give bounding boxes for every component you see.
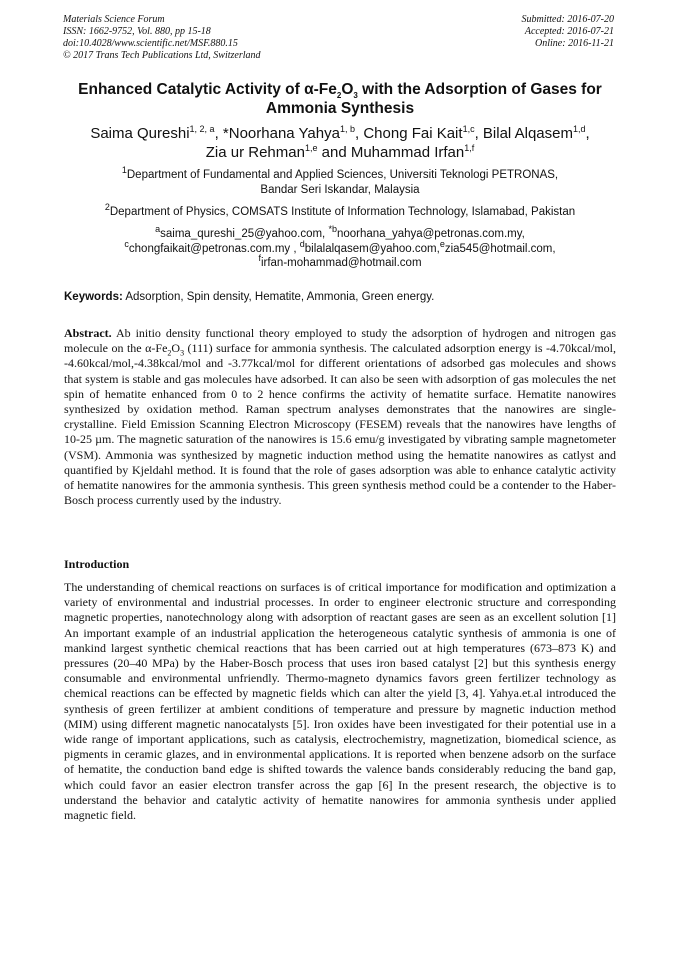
author-name: Zia ur Rehman (205, 144, 305, 161)
author-list: Saima Qureshi$^{1, 2, a}$, *Noorhana Yahya$^{1, b}$, Chong Fai Kait$^{1,c}$, Bilal Alqasem$^{1,d}$, Zia ur Rehman$^{1,e}$ and Muhammad Irfan$^{1,f}$ (90, 124, 590, 161)
affiliation-1: $^1$Department of Fundamental and Applied Sciences, Universiti Teknologi PETRONAS, Bandar Seri Iskandar, Malaysia (121, 165, 559, 196)
paper-title: Enhanced Catalytic Activity of $\alpha-Fe_2O_3$ with the Adsorption of Gases for Ammonia Synthesis (78, 81, 602, 117)
email-link[interactable]: zia545@hotmail.com, (444, 242, 556, 255)
email-link[interactable]: saima_qureshi_25@yahoo.com, (160, 228, 329, 240)
email-link[interactable]: noorhana_yahya@petronas.com.my, (336, 228, 525, 240)
submission-dates (522, 14, 615, 50)
introduction-paragraph: The understanding of chemical reactions on surfaces is of critical importance for modification and optimization a variety of environmental and industrial processes. In order to engineer electronic structure and corresponding magnetic properties, nanotechnology along with adsorption of reactant gases are seen as an excellent solution [1] An important example of an industrial application the heterogeneous catalytic synthesis of ammonia is one of mankind largest synthetic chemical reactions that has been carried out at high temperatures (673–873 K) and pressures (20–40 MPa) by the Haber-Bosch process that uses iron based catalyst [2] but this synthesis energy consumable and environmental unfriendly. Thermo-magneto dynamics favors green fertilizer technology as chemical reactions can be effected by magnetic fields which can alter the yield [3, 4]. Yahya.et.al introduced the synthesis of green fertilizer at ambient conditions of temperature and pressure by magnetic induction method (MIM) using different magnetic nanocatalysts [5]. Iron oxides have been investigated for their potential use in a wide range of important applications, such as catalysis, electrochemistry, magnetization, biomedical science, as pigments in ceramic glazes, and in environmental applications. It is reported when benzene adsorb on the surface of hematite, the conduction band edge is shifted towards the valence bands considerably reducing the band gap, which could favor an easier electron transfer across the gap [6] In the present research, the objective is to understand the behavior and catalytic activity of hematite nanowires for ammonia synthesis under applied magnetic field. (64, 580, 616, 823)
keywords-label: Keywords: (64, 291, 123, 303)
author-name: Chong Fai Kait (363, 125, 463, 142)
copyright-line: © 2017 Trans Tech Publications Ltd, Switzerland (63, 50, 261, 61)
online-date: Online: 2016-11-21 (535, 38, 614, 49)
issn-line: ISSN: 1662-9752, Vol. 880, pp 15-18 (63, 26, 211, 37)
accepted-date: Accepted: 2016-07-21 (524, 26, 614, 37)
doi-line: doi:10.4028/www.scientific.net/MSF.880.15 (63, 38, 238, 49)
submitted-date: Submitted: 2016-07-20 (521, 14, 614, 25)
keywords (64, 290, 616, 305)
abstract: Abstract. Ab initio density functional theory employed to study the adsorption of hydrogen and nitrogen gas molecule on the $\alpha-Fe_2O_3$ (111) surface for ammonia synthesis. The calculated adsorption energy is -4.70kcal/mol, -4.60kcal/mol,-4.38kcal/mol and -3.77kcal/mol for different orientations of adsorbed gas molecules and shows that system is stable and gas molecules have adsorbed. It can also be seen with adsorption of gas molecules the net spin of hematite enhanced from 0 to 2 hence confirms the activity of hematite surface. Hematite nanowires synthesized by oxidation method. Raman spectrum analyses demonstrates that the nanowires are single-crystalline. Field Emission Scanning Electron Microscopy (FESEM) reveals that the nanowires have lengths of 10-25 µm. The magnetic saturation of the nanowires is 15.6 emu/g investigated by vibrating sample magnetometer (VSM). Ammonia was synthesized by magnetic induction method using the hematite nanowires as catlyst and quantified by Kjeldahl method. It is found that the role of gases adsorption was able to enhance catalytic activity of hematite nanowires for the ammonia synthesis. This green synthesis method could be a contender to the Haber-Bosch process currently used by the industry. (64, 326, 616, 508)
section-heading-introduction: Introduction (64, 557, 130, 571)
email-link[interactable]: bilalalqasem@yahoo.com, (304, 242, 440, 255)
author-name: *Noorhana Yahya (222, 125, 340, 142)
keywords-text: Adsorption, Spin density, Hematite, Ammonia, Green energy. (122, 291, 435, 303)
abstract-label: Abstract. (64, 326, 112, 340)
email-link[interactable]: chongfaikait@petronas.com.my , (128, 242, 300, 255)
author-emails: $^a$saima_qureshi_25@yahoo.com, $^{*b}$noorhana_yahya@petronas.com.my, $^c$chongfaikait@petronas.com.my , $^d$bilalalqasem@yahoo.com,$^e$zia545@hotmail.com, $^f$irfan-mohammad@hotmail.com (124, 224, 556, 269)
journal-info (63, 14, 261, 62)
email-link[interactable]: irfan-mohammad@hotmail.com (260, 257, 422, 269)
journal-name: Materials Science Forum (63, 14, 165, 25)
author-name: Muhammad Irfan (350, 144, 465, 161)
author-name: Bilal Alqasem (482, 125, 573, 142)
author-name: Saima Qureshi (90, 125, 190, 142)
affiliation-2: $^2$Department of Physics, COMSATS Institute of Information Technology, Islamabad, Pakistan (104, 202, 576, 218)
